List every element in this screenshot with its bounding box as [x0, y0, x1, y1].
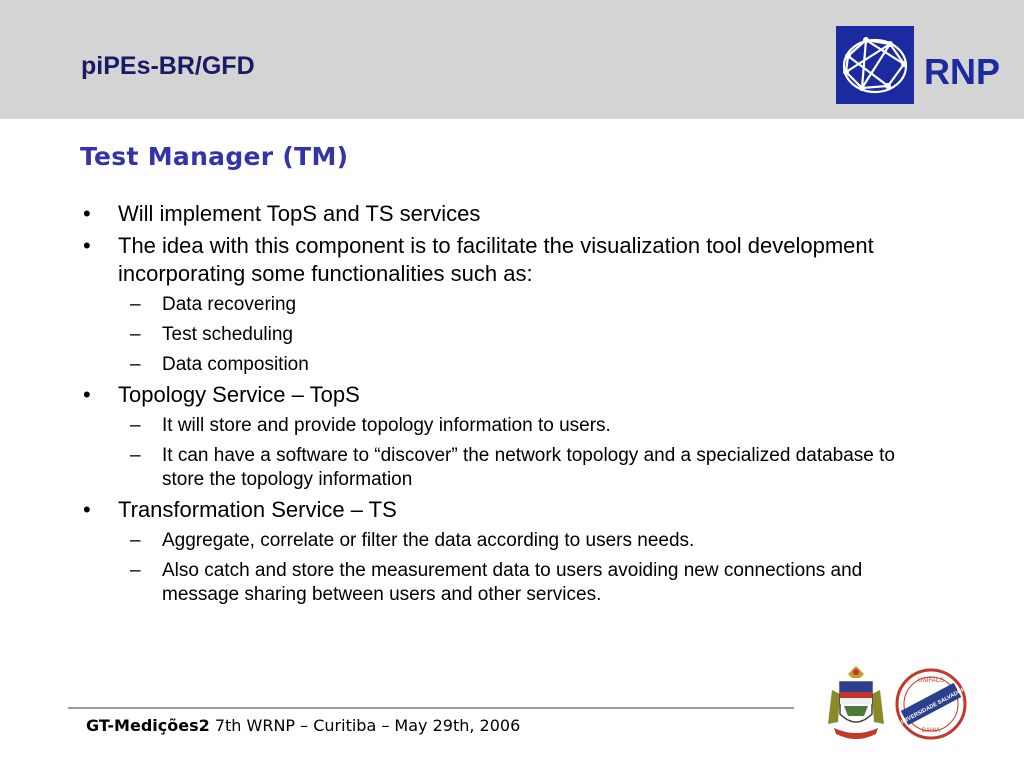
- seal-main-text: UNIVERSIDADE SALVADOR: [898, 686, 967, 727]
- sub-bullet-text: Data composition: [162, 354, 309, 375]
- sub-bullet-item: [80, 559, 940, 607]
- header-title: piPEs-BR/GFD: [81, 52, 255, 80]
- slide-title: Test Manager (TM): [80, 142, 349, 171]
- slide-content: [80, 200, 940, 607]
- sub-bullet-item: [80, 293, 940, 317]
- rnp-logo-text: RNP: [924, 51, 1001, 92]
- dash-marker: –: [130, 294, 141, 315]
- bullet-item: [80, 496, 940, 524]
- sub-bullet-text: Test scheduling: [162, 324, 293, 345]
- unifacs-seal-icon: [895, 668, 967, 740]
- dash-marker: –: [130, 354, 141, 375]
- sub-bullet-item: [80, 444, 940, 492]
- bullet-item: [80, 232, 940, 288]
- bullet-item: [80, 381, 940, 409]
- sub-bullet-text: Aggregate, correlate or filter the data according to users needs.: [162, 530, 695, 551]
- sub-bullet-item: [80, 353, 940, 377]
- sub-bullet-text: Data recovering: [162, 294, 297, 315]
- bullet-text: Will implement TopS and TS services: [118, 201, 481, 226]
- dash-marker: –: [130, 445, 141, 466]
- footer-event: 7th WRNP – Curitiba – May 29th, 2006: [209, 716, 521, 735]
- dash-marker: –: [130, 415, 141, 436]
- sub-bullet-text: It will store and provide topology information to users.: [162, 415, 611, 436]
- sub-bullet-item: [80, 529, 940, 553]
- seal-top-text: UNIFACS: [917, 678, 945, 684]
- bullet-text: The idea with this component is to facilitate the visualization tool development incorporating some functionalities such as:: [118, 233, 874, 286]
- bullet-marker: •: [83, 233, 91, 258]
- dash-marker: –: [130, 530, 141, 551]
- bullet-item: [80, 200, 940, 228]
- sub-bullet-text: Also catch and store the measurement data to users avoiding new connections and message sharing between users and other services.: [162, 560, 863, 605]
- bullet-marker: •: [83, 497, 91, 522]
- bullet-text: Transformation Service – TS: [118, 497, 397, 522]
- sub-bullet-text: It can have a software to “discover” the network topology and a specialized database to store the topology information: [162, 445, 895, 490]
- bullet-marker: •: [83, 201, 91, 226]
- bullet-marker: •: [83, 382, 91, 407]
- sub-bullet-item: [80, 323, 940, 347]
- state-crest-icon: [824, 664, 888, 744]
- footer-text: [86, 716, 520, 735]
- dash-marker: –: [130, 324, 141, 345]
- dash-marker: –: [130, 560, 141, 581]
- footer-group: GT-Medições2: [86, 716, 210, 735]
- footer-divider: [68, 707, 794, 709]
- seal-bottom-text: BAHIA: [921, 728, 941, 734]
- rnp-logo: [836, 26, 1006, 106]
- sub-bullet-item: [80, 414, 940, 438]
- bullet-text: Topology Service – TopS: [118, 382, 360, 407]
